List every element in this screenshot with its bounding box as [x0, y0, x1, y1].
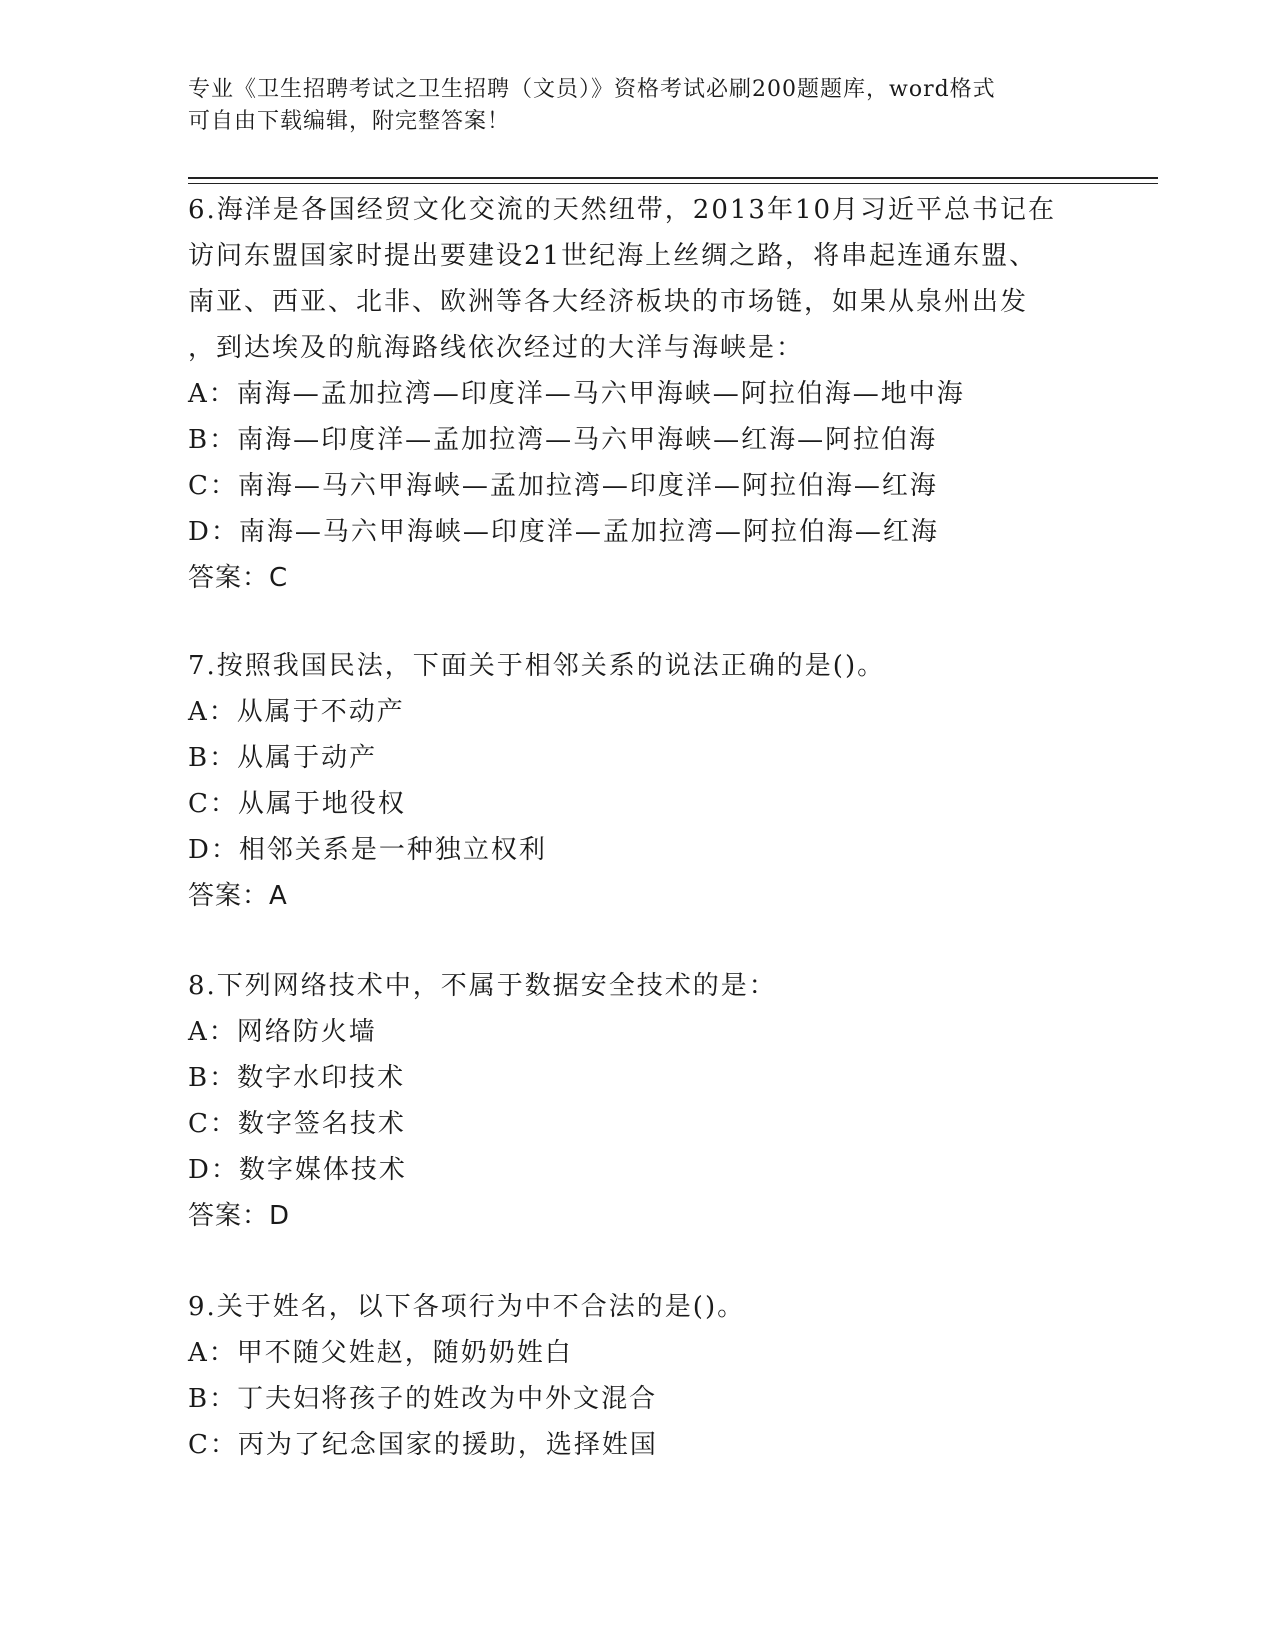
option-d: D：数字媒体技术 [188, 1155, 407, 1185]
question-stem-line: 南亚、西亚、北非、欧洲等各大经济板块的市场链，如果从泉州出发 [188, 287, 1029, 317]
answer-line: 答案：A [188, 881, 288, 911]
question-stem-line: 6.海洋是各国经贸文化交流的天然纽带，2013年10月习近平总书记在 [188, 195, 1057, 225]
question-stem-line: 8.下列网络技术中，不属于数据安全技术的是： [188, 971, 777, 1001]
answer-line: 答案：C [188, 563, 289, 593]
option-a: A：南海—孟加拉湾—印度洋—马六甲海峡—阿拉伯海—地中海 [188, 379, 965, 409]
option-a: A：从属于不动产 [188, 697, 405, 727]
option-b: B：丁夫妇将孩子的姓改为中外文混合 [188, 1384, 658, 1414]
option-c: C：丙为了纪念国家的援助，选择姓国 [188, 1430, 658, 1460]
option-b: B：南海—印度洋—孟加拉湾—马六甲海峡—红海—阿拉伯海 [188, 425, 938, 455]
question-stem-line: ，到达埃及的航海路线依次经过的大洋与海峡是： [188, 333, 805, 363]
answer-line: 答案：D [188, 1201, 291, 1231]
option-a: A：网络防火墙 [188, 1017, 377, 1047]
question-6 [188, 187, 1088, 601]
question-7 [188, 643, 1088, 919]
question-stem-line: 访问东盟国家时提出要建设21世纪海上丝绸之路，将串起连通东盟、 [188, 241, 1038, 271]
option-d: D：南海—马六甲海峡—印度洋—孟加拉湾—阿拉伯海—红海 [188, 517, 939, 547]
question-stem-line: 9.关于姓名，以下各项行为中不合法的是()。 [188, 1292, 746, 1322]
option-b: B：从属于动产 [188, 743, 378, 773]
option-c: C：数字签名技术 [188, 1109, 406, 1139]
option-c: C：从属于地役权 [188, 789, 406, 819]
document-header [188, 74, 1088, 138]
header-divider-thin [188, 183, 1158, 184]
question-9 [188, 1284, 1088, 1468]
header-divider-thick [188, 177, 1158, 179]
option-a: A：甲不随父姓赵，随奶奶姓白 [188, 1338, 573, 1368]
option-c: C：南海—马六甲海峡—孟加拉湾—印度洋—阿拉伯海—红海 [188, 471, 938, 501]
header-line-2: 可自由下载编辑，附完整答案！ [188, 109, 511, 134]
option-d: D：相邻关系是一种独立权利 [188, 835, 547, 865]
option-b: B：数字水印技术 [188, 1063, 406, 1093]
header-line-1: 专业《卫生招聘考试之卫生招聘（文员）》资格考试必刷200题题库，word格式 [188, 77, 996, 102]
question-8 [188, 963, 1088, 1239]
question-stem-line: 7.按照我国民法，下面关于相邻关系的说法正确的是()。 [188, 651, 886, 681]
